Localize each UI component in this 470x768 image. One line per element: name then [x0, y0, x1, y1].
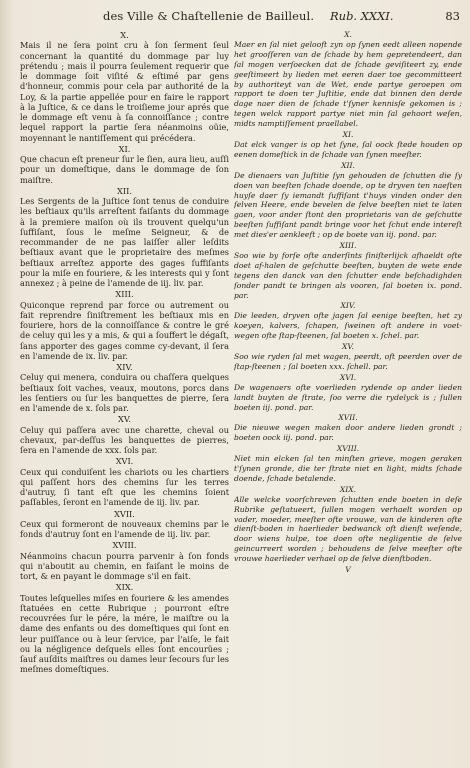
- article-number: X.: [120, 30, 129, 40]
- article-text: Soo wie by forſe ofte anderſints ſiniſterlijck afhaeldt ofte doet af-halen de geſchutte beeſten, buyten de wete ende tegens den danck van den ſchutter ende beſchadighden ſonder pandt te bringen als vooren, ſal boeten ix. pond. par.: [234, 250, 462, 300]
- article-number: XIV.: [340, 301, 356, 311]
- article-number: XVII.: [114, 508, 135, 519]
- article-number: XI.: [118, 143, 131, 154]
- article-text: Les Sergents de la Juſtice ſont tenus de conduire les beſtiaux qu'ils arreſtent faiſants du dommage à la premiere maiſon où ils trouvent quelqu'un ſuffiſant, ſous le meſme Seigneur, & de recommander de ne pas laiſſer aller leſdits beſtiaux avant que le proprietaire des meſmes beſtiaux arreſtez apporte des gages ſuffiſants pour la miſe en fouriere, & les interests qui y ſont annexez ; à peine de l'amende de iij. liv. par.: [20, 196, 229, 288]
- article-text: De wagenaers ofte voerlieden rydende op ander lieden landt buyten de ſtrate, ſoo verre die rydelyck is ; ſullen boeten iij. pond. par.: [234, 382, 462, 412]
- article-number: XIII.: [115, 289, 134, 300]
- article-text: Alle welcke voorſchreven ſchutten ende boeten in deſe Rubrike geſtatueert, ſullen mogen verhaelt worden op vader, moeder, meeſter ofte vrouwe, van de kinderen ofte dienſt-boden in haerlieder bedwanck oft dienſt weſende, door wiens hulpe, toe doen ofte negligentie de ſelve geincurreert worden ; behoudens de ſelve meeſter ofte vrouwe haerlieder verhael op de ſelve dienſtboden.: [234, 494, 462, 564]
- page-number: 83: [445, 9, 460, 23]
- article-text: Die nieuwe wegen maken door andere lieden grondt ; boeten oock iij. pond. par.: [234, 423, 462, 443]
- article-number: XV.: [118, 414, 131, 425]
- article-text: Que chacun eſt preneur ſur le ſien, aura lieu, auſſi pour un domeſtique, dans le dommage de ſon maiſtre.: [20, 154, 229, 185]
- article-number: XII.: [341, 160, 355, 170]
- article-number: XVIII.: [112, 540, 137, 551]
- article-text: Soo wie ryden ſal met wagen, peerdt, oft peerden over de ſtap-ſteenen ; ſal boeten xxx. ſchell. par.: [234, 352, 462, 371]
- rubric-label: Rub. XXXI.: [330, 9, 394, 23]
- article-text: Dat elck vanger is op het ſyne, ſal oock ſtede houden op eenen domeſtick in de ſchade van ſynen meeſter.: [234, 139, 462, 159]
- article-text: Mais il ne ſera point cru à ſon ſerment ſeul concernant la quantité du dommage par luy prétendu ; mais il pourra ſeulement requerir que le dommage ſoit viſité & eſtimé par gens d'honneur, commis pour cela par authorité de la Loy, & la partie appellée pour en faire le rapport à la Juſtice, & ce dans le troiſieme jour aprés que le dommage eſt venu à ſa connoiſſance ; contre lequel rapport la partie ſera néanmoins oüie, moyennant le nantiſſement qui précédera.: [20, 40, 229, 143]
- article-text: Néanmoins chacun pourra parvenir à ſon fonds qui n'aboutit au chemin, en faiſant le moins de tort, & en payant le dommage s'il en fait.: [20, 550, 229, 581]
- article-text: Die leeden, dryven ofte jagen ſal eenige beeſten, het zy koeyen, kalvers, ſchapen, ſweinen oft andere in voet-wegen ofte ſtap-ſteenen, ſal boeten x. ſchel. par.: [234, 311, 462, 341]
- article-number: XVIII.: [336, 444, 360, 454]
- catchword: V: [345, 565, 351, 575]
- article-number: XII.: [117, 185, 132, 196]
- article-number: XIII.: [339, 241, 357, 251]
- article-text: Maer en ſal niet gelooft zyn op ſynen eedt alleen nopende het grooſſeren van de ſchade by hem gepretendeert, dan ſal mogen verſoecken dat de ſchade geviſiteert zy, ende geeſtimeert by lieden met eeren daer toe gecommitteert by authoriteyt van de Wet, ende partye geroepen om rapport te doen ter Juſtitie, ende dat binnen den derde dage naer dien de ſchade t'ſyner kennisſe gekomen is ; tegen welck rapport partye niet min ſal gehoort weſen, midts namptiſſement praellabel.: [234, 39, 462, 129]
- article-number: XIX.: [339, 484, 357, 494]
- article-text: Toutes leſquelles miſes en fouriere & les amendes ſtatuées en cette Rubrique ; pourront eſtre recouvrées ſur le pére, la mére, le maiſtre ou la dame des enfants ou des domeſtiques qui ſont en leur puiſſance ou à leur ſervice, par l'aiſe, le fait ou la négligence deſquels elles ſont encourües ; ſauf auſdits maiſtres ou dames leur ſecours ſur les meſmes domeſtiques.: [20, 592, 229, 675]
- article-text: Quiconque reprend par force ou autrement ou fait reprendre ſiniſtrement les beſtiaux mis en fouriere, hors de la connoiſſance & contre le gré de celuy qui les y a mis, & qui a ſouffert le dégaſt, ſans apporter des gages comme cy-devant, il ſera en l'amende de ix. liv. par.: [20, 299, 229, 361]
- article-text: Celuy qui menera, conduira ou chaſſera quelques beſtiaux ſoit vaches, veaux, moutons, porcs dans les ſentiers ou ſur les banquettes de pierre, ſera en l'amende de x. ſols par.: [20, 372, 229, 413]
- article-number: XV.: [342, 342, 354, 352]
- article-text: Niet min elcken ſal ten minſten grieve, mogen geraken t'ſynen gronde, die ter ſtrate niet en light, midts ſchade doende, ſchade betalende.: [234, 454, 462, 483]
- article-text: De dienaers van Juſtitie ſyn gehouden de ſchutten die ſy doen van beeſten ſchade doende, op te dryven ten naeſten huyſe daer ſy iemandt ſuffiſant t'huys vinden onder den ſelven Heere, ende bevelen de ſelve beeſten niet te laten gaen, voor ander ſtont den proprietaris van de geſchutte beeſten ſuffiſant pandt bringe voor het ſchut ende intereſt met dies'er aenkleeft ; op de boete van iij. pond. par.: [234, 170, 462, 240]
- article-number: XVI.: [339, 372, 357, 382]
- article-number: XI.: [342, 130, 354, 140]
- article-text: Ceux qui conduiſent les chariots ou les chartiers qui paſſent hors des chemins ſur les terres d'autruy, ſi tant eſt que les chemins ſoient paſſables, ſeront en l'amende de iij. liv. par.: [20, 466, 229, 508]
- article-number: XIX.: [115, 582, 134, 593]
- article-number: XVII.: [338, 413, 358, 423]
- running-title: des Ville & Chaſtellenie de Bailleul.: [103, 9, 315, 23]
- article-text: Celuy qui paſſera avec une charette, cheval ou chevaux, par-deſſus les banquettes de pierres, ſera en l'amende de xxx. ſols par.: [20, 424, 229, 455]
- flemish-column: [234, 30, 462, 762]
- french-column: [20, 30, 229, 762]
- article-number: XVI.: [115, 456, 134, 467]
- article-number: X.: [344, 30, 352, 39]
- running-header: [0, 9, 470, 27]
- article-number: XIV.: [116, 362, 133, 372]
- article-text: Ceux qui formeront de nouveaux chemins par le fonds d'autruy ſont en l'amende de iij. liv. par.: [20, 518, 229, 539]
